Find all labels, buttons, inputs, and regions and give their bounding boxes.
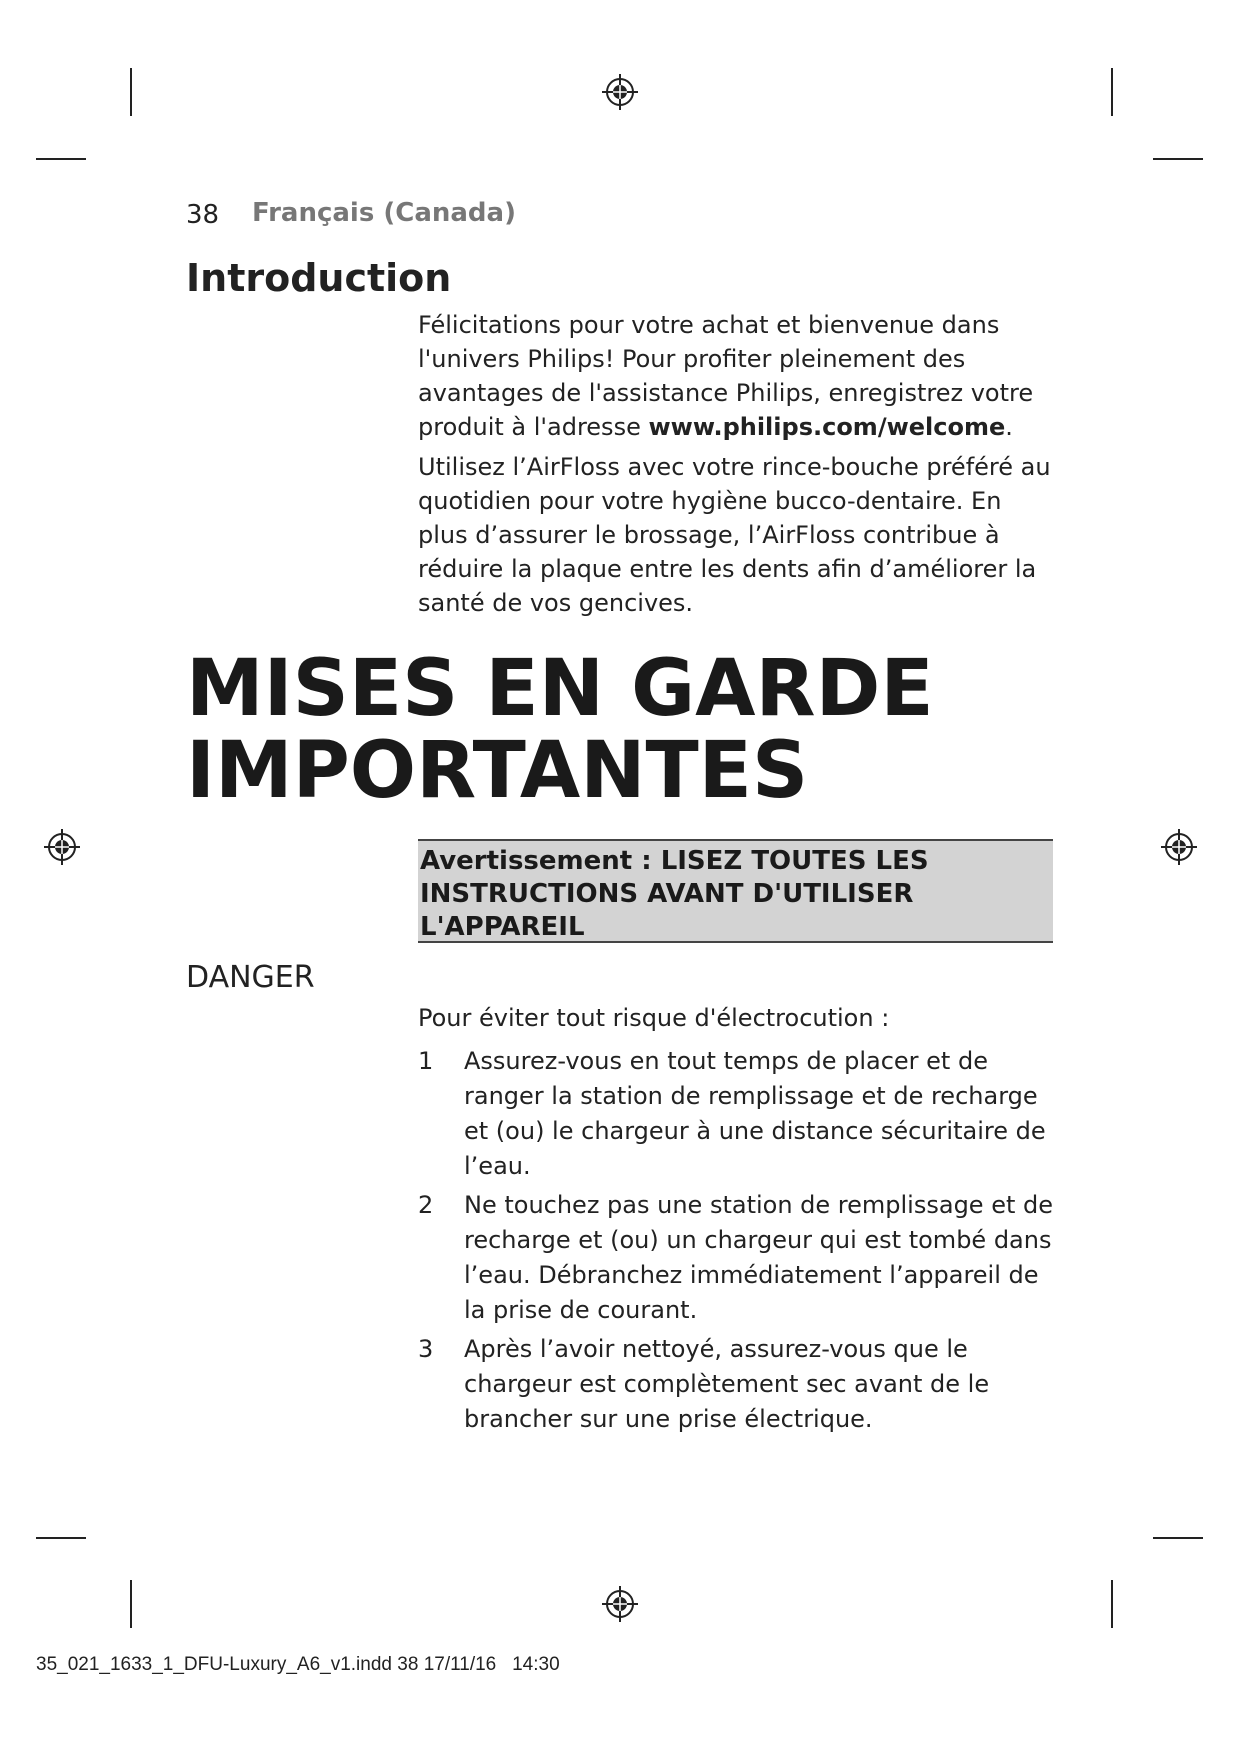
crop-mark-bottom-left — [130, 1580, 132, 1628]
list-item-number: 1 — [418, 1047, 434, 1075]
intro-paragraph-1 — [418, 308, 1058, 444]
crop-mark-right-bottom — [1153, 1537, 1203, 1539]
danger-label: DANGER — [186, 960, 315, 995]
print-slug — [36, 1654, 560, 1676]
safety-heading-line-2: IMPORTANTES — [186, 726, 809, 816]
crop-mark-top-left — [130, 68, 132, 116]
warning-box: Avertissement : LISEZ TOUTES LES INSTRUCTIONS AVANT D'UTILISER L'APPAREIL — [418, 839, 1053, 943]
crop-mark-left-bottom — [36, 1537, 86, 1539]
intro-paragraph-1-end: . — [1005, 413, 1013, 441]
registration-mark-icon — [1159, 827, 1199, 867]
philips-welcome-link[interactable]: www.philips.com/welcome — [648, 413, 1006, 441]
list-item-text: Assurez-vous en tout temps de placer et de ranger la station de remplissage et de recharge et (ou) le chargeur à une distance sécuritaire de l’eau. — [464, 1047, 1046, 1180]
registration-mark-icon — [42, 827, 82, 867]
print-slug-date: 17/11/16 — [423, 1654, 497, 1675]
registration-mark-icon — [600, 1584, 640, 1624]
page-number: 38 — [186, 200, 220, 230]
language-label: Français (Canada) — [252, 198, 516, 228]
crop-mark-left-top — [36, 158, 86, 160]
list-item-text: Après l’avoir nettoyé, assurez-vous que le chargeur est complètement sec avant de le brancher sur une prise électrique. — [464, 1335, 990, 1433]
registration-mark-icon — [600, 72, 640, 112]
list-item — [418, 1188, 1058, 1328]
list-item — [418, 1332, 1058, 1437]
crop-mark-top-right — [1111, 68, 1113, 116]
danger-intro: Pour éviter tout risque d'électrocution : — [418, 1004, 890, 1032]
intro-paragraph-1-text: Félicitations pour votre achat et bienvenue dans l'univers Philips! Pour profiter pleinement des avantages de l'assistance Philips, enregistrez votre produit à l'adresse — [418, 311, 1034, 441]
list-item-number: 2 — [418, 1191, 434, 1219]
print-slug-time: 14:30 — [512, 1654, 560, 1675]
introduction-heading: Introduction — [186, 256, 452, 300]
list-item-text: Ne touchez pas une station de remplissage et de recharge et (ou) un chargeur qui est tombé dans l’eau. Débranchez immédiatement l’appareil de la prise de courant. — [464, 1191, 1053, 1324]
introduction-body — [418, 308, 1058, 626]
list-item — [418, 1044, 1058, 1184]
safety-heading — [186, 644, 934, 816]
list-item-number: 3 — [418, 1335, 434, 1363]
crop-mark-bottom-right — [1111, 1580, 1113, 1628]
crop-mark-right-top — [1153, 158, 1203, 160]
safety-heading-line-1: MISES EN GARDE — [186, 644, 934, 734]
print-slug-file: 35_021_1633_1_DFU-Luxury_A6_v1.indd 38 — [36, 1654, 419, 1675]
danger-list — [418, 1044, 1058, 1441]
intro-paragraph-2: Utilisez l’AirFloss avec votre rince-bouche préféré au quotidien pour votre hygiène bucco-dentaire. En plus d’assurer le brossage, l’AirFloss contribue à réduire la plaque entre les dents afin d’améliorer la santé de vos gencives. — [418, 453, 1051, 617]
